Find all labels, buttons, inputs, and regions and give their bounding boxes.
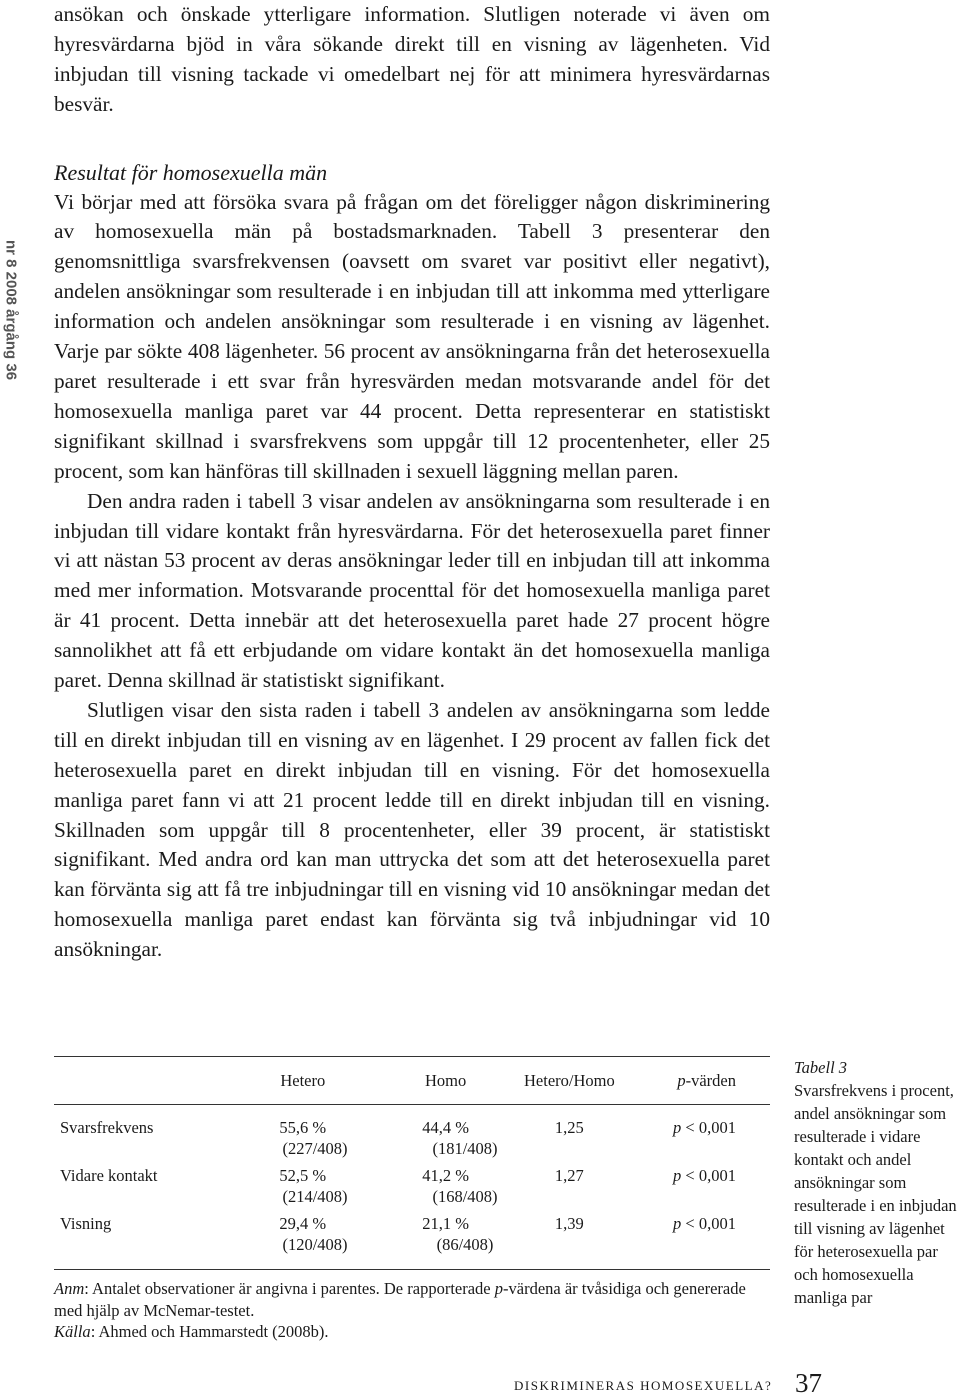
header-p-symbol: p bbox=[677, 1071, 686, 1090]
cell-homo: 44,4 % bbox=[422, 1118, 469, 1137]
table-row-counts bbox=[54, 1234, 770, 1255]
cell-pvalue bbox=[622, 1165, 770, 1186]
cell-homo: 21,1 % bbox=[422, 1214, 469, 1233]
cell-pvalue bbox=[622, 1117, 770, 1138]
paragraph-2: Den andra raden i tabell 3 visar andelen av ansökningarna som resulterade i en inbjudan till vidare kontakt från hyresvärdarna. För det heterosexuella paret finner vi att nästan 53 procent av deras ansökningar leder till en inbjudan till att inkomma med mer information. Motsvarande procenttal för det homosexuella manliga paret är 41 procent. Detta innebär att det heterosexuella paret hade 27 procent högre sannolikhet att få ett erbjudande om vidare kontakt än det homosexuella manliga paret. Denna skillnad är statistiskt signifikant. bbox=[54, 488, 770, 693]
paragraph-continued: ansökan och önskade ytterligare information. Slutligen noterade vi även om hyresvärdarna bjöd in våra sökande direkt till en visning av lägenheten. Vid inbjudan till visning tackade vi omedelbart nej för att minimera hyresvärdarnas besvär. bbox=[54, 2, 770, 116]
cell-ratio: 1,27 bbox=[554, 1166, 584, 1185]
anm-text-2: -värdena är tvåsidiga och genererade med hjälp av McNemar-testet. bbox=[54, 1279, 746, 1320]
note-anm bbox=[54, 1278, 770, 1321]
kalla-text: : Ahmed och Hammarstedt (2008b). bbox=[90, 1322, 329, 1341]
pvalue-text: < 0,001 bbox=[681, 1118, 736, 1137]
table-notes bbox=[54, 1278, 770, 1343]
header-pvalue bbox=[622, 1070, 770, 1096]
cell-hetero: 29,4 % bbox=[279, 1214, 327, 1233]
row-label: Svarsfrekvens bbox=[60, 1118, 154, 1137]
header-ratio: Hetero/Homo bbox=[524, 1071, 615, 1090]
table-header-row bbox=[54, 1057, 770, 1096]
journal-issue-label bbox=[0, 210, 22, 410]
paragraph-1: Vi börjar med att försöka svara på frågan om det föreligger någon diskriminering av homosexuella män på bostadsmarknaden. Tabell 3 presenterar den genomsnittliga svarsfrekvensen (oavsett om svaret var positivt eller negativt), andelen ansökningar som resulterade i en inbjudan till att inkomma med ytterligare information och andelen ansökningar som resulterade i en visning av lägenhet. Varje par sökte 408 lägenheter. 56 procent av ansökningarna från det heterosexuella paret resulterade i ett svar från hyresvärden medan motsvarande andel för det homosexuella manliga paret var 44 procent. Detta representerar en statistiskt signifikant skillnad i svarsfrekvens som uppgår till 12 procentenheter, eller 25 procent, som kan hänföras till skillnaden i sexuell läggning mellan paren. bbox=[54, 189, 770, 483]
caption-text: Svarsfrekvens i procent, andel ansökningar som resulterade i vidare kontakt och andel ansökningar som resulterade i en inbjudan till visning av lägenhet för heterosexuella par och homosexuella manliga par bbox=[794, 1081, 957, 1307]
cell-hetero-n: (214/408) bbox=[282, 1187, 348, 1206]
pvalue-text: < 0,001 bbox=[681, 1214, 736, 1233]
caption-title: Tabell 3 bbox=[794, 1058, 848, 1077]
note-source bbox=[54, 1321, 770, 1343]
cell-ratio: 1,25 bbox=[554, 1118, 584, 1137]
table-row-counts bbox=[54, 1186, 770, 1207]
cell-hetero-n: (120/408) bbox=[282, 1235, 348, 1254]
row-label: Visning bbox=[60, 1214, 112, 1233]
table-row bbox=[54, 1165, 770, 1186]
running-head: DISKRIMINERAS HOMOSEXUELLA? bbox=[514, 1378, 773, 1393]
cell-hetero: 55,6 % bbox=[279, 1118, 327, 1137]
p-symbol: p bbox=[673, 1214, 682, 1233]
kalla-label: Källa bbox=[54, 1322, 91, 1341]
section-heading: Resultat för homosexuella män bbox=[54, 159, 328, 185]
anm-text-1: : Antalet observationer är angivna i parentes. De rapporterade bbox=[84, 1279, 495, 1298]
header-hetero: Hetero bbox=[280, 1071, 326, 1090]
issue-text: nr 8 2008 årgång 36 bbox=[2, 239, 20, 381]
cell-homo-n: (168/408) bbox=[432, 1187, 498, 1206]
cell-homo: 41,2 % bbox=[422, 1166, 469, 1185]
table-row bbox=[54, 1213, 770, 1234]
p-symbol: p bbox=[673, 1166, 682, 1185]
cell-ratio: 1,39 bbox=[554, 1214, 584, 1233]
table-rule-bottom bbox=[54, 1269, 770, 1270]
header-pvalue-label: -värden bbox=[685, 1071, 736, 1090]
cell-pvalue bbox=[622, 1213, 770, 1234]
table-row-counts bbox=[54, 1138, 770, 1159]
cell-homo-n: (181/408) bbox=[432, 1139, 498, 1158]
table-caption bbox=[794, 1056, 959, 1309]
paragraph-3: Slutligen visar den sista raden i tabell 3 andelen av ansökningarna som ledde till en direkt inbjudan till en visning av en lägenhet. I 29 procent av fallen fick det heterosexuella paret en direkt inbjudan till en visning. För det homosexuella manliga paret fann vi att 21 procent ledde till en direkt inbjudan till en visning. Skillnaden som uppgår till 8 procentenheter, eller 39 procent, är statistiskt signifikant. Med andra ord kan man uttrycka det som att det heterosexuella paret kan förvänta sig att få tre inbjudningar till en visning vid 10 ansökningar medan det homosexuella manliga paret endast kan förvänta sig två inbjudningar vid 10 ansökningar. bbox=[54, 697, 770, 962]
header-homo: Homo bbox=[424, 1071, 467, 1090]
p-symbol: p bbox=[673, 1118, 682, 1137]
cell-homo-n: (86/408) bbox=[436, 1235, 494, 1254]
table-rule-mid bbox=[54, 1104, 770, 1105]
table-row bbox=[54, 1117, 770, 1138]
page-number: 37 bbox=[795, 1368, 822, 1398]
cell-hetero: 52,5 % bbox=[279, 1166, 327, 1185]
pvalue-text: < 0,001 bbox=[681, 1166, 736, 1185]
anm-label: Anm bbox=[54, 1279, 85, 1298]
anm-p-symbol: p bbox=[494, 1279, 503, 1298]
results-table bbox=[54, 1056, 770, 1270]
header-empty bbox=[54, 1070, 231, 1096]
row-label: Vidare kontakt bbox=[60, 1166, 158, 1185]
cell-hetero-n: (227/408) bbox=[282, 1139, 348, 1158]
body-text bbox=[54, 0, 770, 965]
